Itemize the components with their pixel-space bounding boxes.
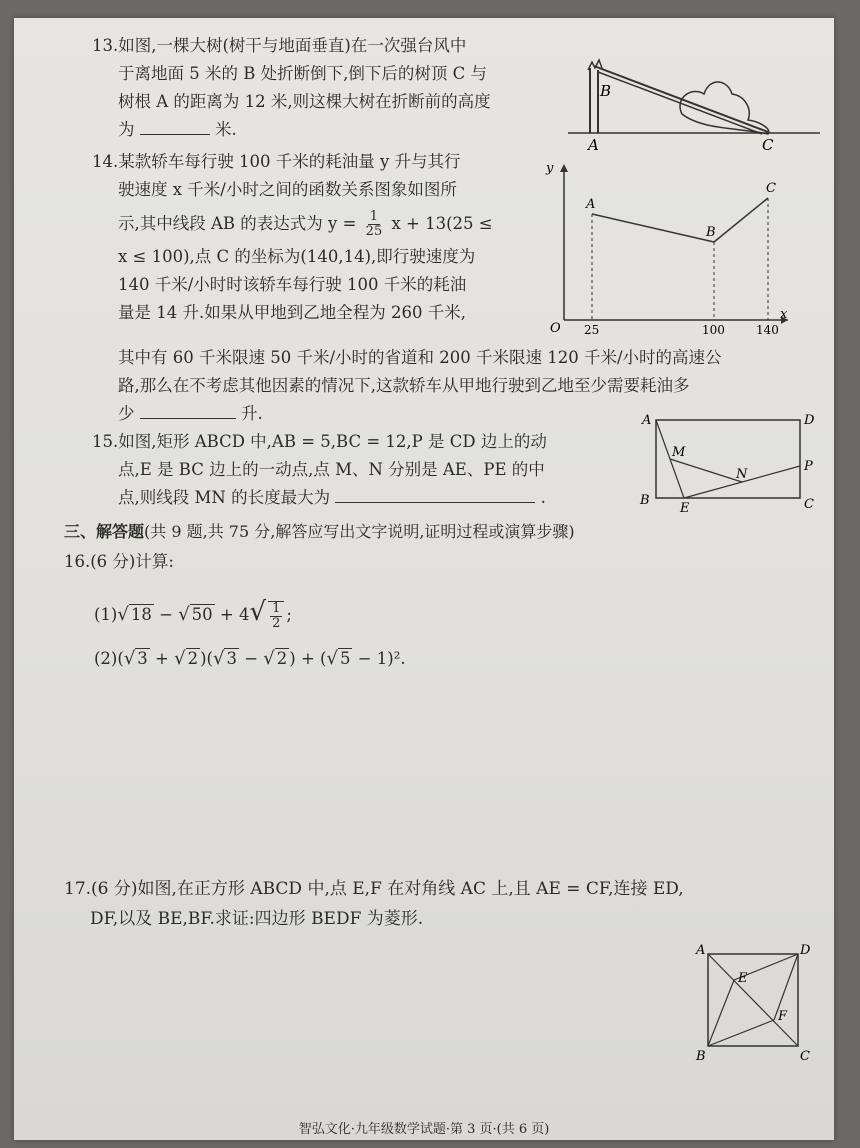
q16-p2-rad3: 3 bbox=[226, 648, 237, 668]
tick-25: 25 bbox=[584, 323, 600, 334]
page-footer: 智弘文化·九年级数学试题·第 3 页·(共 6 页) bbox=[298, 1122, 550, 1137]
q14-text-3b: x + 13(25 ≤ bbox=[391, 214, 493, 233]
q16-head: 16.(6 分)计算: bbox=[64, 552, 174, 571]
point-c-label: C bbox=[766, 181, 776, 196]
x-axis-label: x bbox=[780, 307, 788, 322]
tick-140: 140 bbox=[756, 323, 779, 334]
segment-be bbox=[708, 980, 734, 1046]
q15-text-3b: . bbox=[540, 488, 546, 507]
q15-label-e: E bbox=[680, 501, 690, 514]
q14-line-7: 其中有 60 千米限速 50 千米/小时的省道和 200 千米限速 120 千米/小时的高速公 bbox=[118, 348, 722, 367]
q14-line-6: 量是 14 升.如果从甲地到乙地全程为 260 千米, bbox=[118, 303, 466, 322]
q17-label-c: C bbox=[800, 1049, 810, 1062]
q15-line-2: 点,E 是 BC 边上的一动点,点 M、N 分别是 AE、PE 的中 bbox=[118, 460, 545, 479]
q16-part-1 bbox=[64, 598, 764, 631]
q16-p2-mid2: ) + ( bbox=[289, 648, 327, 668]
q14-answer-blank[interactable] bbox=[140, 400, 236, 419]
q16-p1-op2: + 4 bbox=[214, 605, 250, 624]
section-3-header bbox=[64, 518, 824, 546]
sqrt-icon: √ bbox=[174, 647, 186, 669]
y-axis-arrow bbox=[560, 164, 568, 172]
q16-part-2 bbox=[64, 645, 764, 673]
q17-line-2: DF,以及 BE,BF.求证:四边形 BEDF 为菱形. bbox=[90, 909, 424, 929]
section-3-title: 三、解答题 bbox=[64, 522, 145, 541]
question-14 bbox=[92, 148, 552, 327]
q13-line-3: 树根 A 的距离为 12 米,则这棵大树在折断前的高度 bbox=[118, 92, 491, 111]
q16-p1-num: 1 bbox=[272, 600, 281, 616]
q15-label-d: D bbox=[804, 413, 815, 428]
q17-label-a: A bbox=[696, 943, 706, 958]
sqrt-icon: √ bbox=[263, 647, 275, 669]
q15-answer-blank[interactable] bbox=[335, 484, 535, 503]
sqrt-icon: √ bbox=[326, 647, 338, 669]
q15-label-n: N bbox=[736, 467, 748, 482]
q17-label-e: E bbox=[738, 971, 748, 986]
q16-p2-rad2: 2 bbox=[187, 648, 199, 668]
q16-p1-end: ; bbox=[286, 605, 292, 624]
segment-ab bbox=[592, 214, 714, 242]
sqrt-icon: √ bbox=[249, 597, 267, 627]
q17-label-b: B bbox=[696, 1049, 706, 1062]
q16-p2-mid: )( bbox=[200, 648, 213, 668]
q16-p2-rad1: 3 bbox=[137, 648, 148, 668]
point-b-label: B bbox=[706, 225, 716, 240]
diagonal-ac bbox=[708, 954, 798, 1046]
q15-label-a: A bbox=[642, 413, 652, 428]
sqrt-icon: √ bbox=[212, 647, 225, 669]
q13-answer-blank[interactable] bbox=[140, 116, 210, 135]
q14-line-2: 驶速度 x 千米/小时之间的函数关系图象如图所 bbox=[118, 180, 457, 199]
q13-tree-figure bbox=[562, 38, 824, 156]
q17-square-figure bbox=[694, 942, 814, 1062]
y-axis-label: y bbox=[546, 161, 554, 176]
q16-p2-op1: + bbox=[149, 648, 175, 668]
sqrt-icon: √ bbox=[178, 604, 190, 625]
q15-line-3 bbox=[92, 484, 632, 512]
segment-mn bbox=[670, 459, 742, 482]
question-16 bbox=[64, 548, 764, 673]
q13-label-b: B bbox=[600, 82, 612, 100]
q17-line-1: 17.(6 分)如图,在正方形 ABCD 中,点 E,F 在对角线 AC 上,且 AE = CF,连接 ED, bbox=[64, 879, 684, 899]
q14-line-1: 14.某款轿车每行驶 100 千米的耗油量 y 升与其行 bbox=[92, 152, 461, 171]
q16-p2-end: − 1)². bbox=[352, 648, 406, 668]
sqrt-icon: √ bbox=[117, 604, 129, 625]
q14-text-9b: 升. bbox=[241, 404, 263, 423]
section-3-desc: (共 9 题,共 75 分,解答应写出文字说明,证明过程或演算步骤) bbox=[144, 522, 575, 541]
q13-label-a: A bbox=[588, 136, 599, 154]
q14-frac-den: 25 bbox=[365, 224, 383, 239]
q14-text-9a: 少 bbox=[118, 404, 135, 423]
q13-line-4 bbox=[92, 116, 572, 144]
q15-label-c: C bbox=[804, 497, 814, 512]
q13-line-2: 于离地面 5 米的 B 处折断倒下,倒下后的树顶 C 与 bbox=[118, 64, 487, 83]
q16-p1-rad1: 18 bbox=[130, 605, 152, 624]
q14-fraction bbox=[364, 210, 385, 239]
q16-p1-fraction bbox=[268, 601, 284, 631]
exam-page bbox=[14, 18, 834, 1140]
q16-p2-prefix: (2)( bbox=[94, 648, 124, 668]
origin-label: O bbox=[550, 321, 561, 334]
q14-line-8: 路,那么在不考虑其他因素的情况下,这款轿车从甲地行驶到乙地至少需要耗油多 bbox=[118, 376, 690, 395]
q15-label-m: M bbox=[672, 445, 686, 460]
tick-100: 100 bbox=[702, 323, 725, 334]
q13-line-1: 13.如图,一棵大树(树干与地面垂直)在一次强台风中 bbox=[92, 36, 467, 55]
q15-label-b: B bbox=[640, 493, 650, 508]
point-a-label: A bbox=[586, 197, 596, 212]
q16-p1-rad2: 50 bbox=[191, 605, 213, 624]
segment-bc bbox=[714, 198, 768, 242]
q15-label-p: P bbox=[804, 459, 813, 474]
q14-fuel-graph bbox=[544, 154, 794, 334]
q14-line-5: 140 千米/小时时该轿车每行驶 100 千米的耗油 bbox=[118, 275, 467, 294]
q15-text-3a: 点,则线段 MN 的长度最大为 bbox=[118, 488, 331, 507]
q16-p2-op2: − bbox=[238, 648, 264, 668]
q14-line-4: x ≤ 100),点 C 的坐标为(140,14),即行驶速度为 bbox=[118, 247, 476, 266]
question-13 bbox=[92, 32, 572, 144]
q13-label-c: C bbox=[762, 136, 774, 154]
segment-fb bbox=[708, 1020, 774, 1046]
sqrt-icon: √ bbox=[123, 647, 136, 669]
question-15 bbox=[92, 428, 632, 512]
q13-text-b: 米. bbox=[215, 120, 237, 139]
q15-line-1: 15.如图,矩形 ABCD 中,AB = 5,BC = 12,P 是 CD 边上的动 bbox=[92, 432, 547, 451]
q15-rectangle-figure bbox=[632, 410, 822, 514]
question-17 bbox=[64, 874, 824, 934]
q14-text-3a: 示,其中线段 AB 的表达式为 y = bbox=[118, 214, 357, 233]
q16-p2-rad4: 2 bbox=[276, 648, 288, 668]
q13-text-a: 为 bbox=[118, 120, 135, 139]
q14-line-3 bbox=[92, 210, 552, 239]
q16-p1-op1: − bbox=[153, 605, 179, 624]
q17-label-f: F bbox=[778, 1009, 788, 1024]
q16-p2-rad5: 5 bbox=[339, 648, 351, 668]
q16-p1-prefix: (1) bbox=[94, 605, 118, 624]
q16-p1-den: 2 bbox=[272, 615, 281, 631]
q14-frac-num: 1 bbox=[369, 209, 379, 224]
q17-label-d: D bbox=[800, 943, 811, 958]
